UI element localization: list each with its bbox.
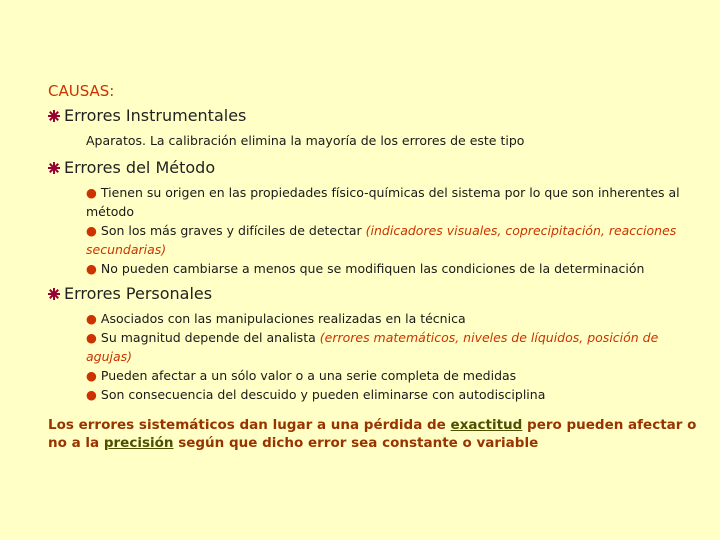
dot-bullet-icon: ● — [86, 368, 97, 383]
flower-bullet-icon — [48, 110, 60, 122]
item-text: Son los más graves y difíciles de detectar — [100, 223, 362, 238]
slide-content — [48, 82, 698, 452]
section-text: Aparatos. La calibración elimina la mayoría de los errores de este tipo — [86, 133, 525, 148]
section-heading — [48, 284, 698, 303]
list-item — [86, 328, 698, 366]
heading-text: Errores Instrumentales — [64, 106, 247, 125]
section-heading — [48, 106, 698, 125]
item-italic: (indicadores visuales, coprecipitación, reacciones secundarias) — [86, 223, 677, 257]
dot-bullet-icon: ● — [86, 387, 97, 402]
list-item — [86, 309, 698, 328]
precision-term: precisión — [103, 435, 174, 451]
item-text: Tienen su origen en las propiedades físico-químicas del sistema por lo que son inherentes al método — [86, 185, 680, 219]
list-item — [86, 366, 698, 385]
causes-title: CAUSAS: — [48, 82, 115, 100]
section-heading — [48, 158, 698, 177]
item-text: Asociados con las manipulaciones realizadas en la técnica — [100, 311, 466, 326]
personal-list — [86, 309, 698, 404]
list-item — [86, 221, 698, 259]
exactitud-term: exactitud — [450, 417, 523, 433]
list-item — [86, 259, 698, 278]
conclusion-text — [48, 416, 698, 452]
dot-bullet-icon: ● — [86, 330, 97, 345]
item-text: Pueden afectar a un sólo valor o a una serie completa de medidas — [100, 368, 517, 383]
flower-bullet-icon — [48, 162, 60, 174]
heading-text: Errores Personales — [64, 284, 213, 303]
item-text: Su magnitud depende del analista — [100, 330, 316, 345]
item-text: No pueden cambiarse a menos que se modifiquen las condiciones de la determinación — [100, 261, 645, 276]
dot-bullet-icon: ● — [86, 261, 97, 276]
dot-bullet-icon: ● — [86, 311, 97, 326]
section-instrumental — [48, 106, 698, 150]
conclusion-part: según que dicho error sea constante o variable — [173, 435, 539, 451]
heading-text: Errores del Método — [64, 158, 216, 177]
flower-bullet-icon — [48, 288, 60, 300]
dot-bullet-icon: ● — [86, 185, 97, 200]
conclusion-part: Los errores sistemáticos dan lugar a una pérdida de — [48, 417, 451, 433]
section-personal — [48, 284, 698, 404]
method-list — [86, 183, 698, 278]
dot-bullet-icon: ● — [86, 223, 97, 238]
list-item — [86, 183, 698, 221]
item-italic: (errores matemáticos, niveles de líquidos, posición de agujas) — [86, 330, 659, 364]
section-method — [48, 158, 698, 278]
conclusion-part: pero pueden afectar o no a la — [48, 417, 697, 451]
list-item — [86, 385, 698, 404]
item-text: Son consecuencia del descuido y pueden eliminarse con autodisciplina — [100, 387, 546, 402]
